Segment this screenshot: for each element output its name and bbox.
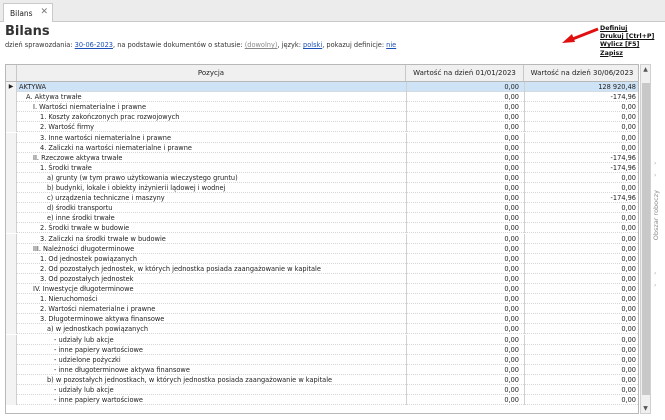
row-value-start: 0,00 — [406, 385, 523, 395]
row-value-start: 0,00 — [406, 223, 523, 233]
row-name: 2. Środki trwałe w budowie — [40, 224, 130, 233]
row-value-end: 0,00 — [524, 203, 639, 213]
row-indicator — [6, 173, 17, 183]
row-name: - udziały lub akcje — [54, 335, 114, 344]
table-row[interactable] — [6, 193, 639, 203]
row-value-start: 0,00 — [406, 314, 523, 324]
row-indicator — [6, 284, 17, 294]
table-row[interactable] — [6, 223, 639, 233]
row-value-end: 0,00 — [524, 385, 639, 395]
vertical-scrollbar[interactable] — [640, 64, 651, 414]
row-name: 1. Nieruchomości — [40, 295, 98, 304]
row-value-end: 0,00 — [524, 355, 639, 365]
row-value-end: 0,00 — [524, 335, 639, 345]
row-value-end: -174,96 — [524, 153, 639, 163]
row-value-end: 0,00 — [524, 365, 639, 375]
table-row[interactable] — [6, 82, 639, 92]
show-definitions-link[interactable]: nie — [386, 41, 397, 49]
define-link[interactable]: Definiuj — [600, 25, 628, 32]
row-name: 3. Zaliczki na środki trwałe w budowie — [40, 234, 166, 243]
close-icon[interactable]: ✕ — [40, 7, 48, 17]
row-value-end: 0,00 — [524, 143, 639, 153]
row-value-start: 0,00 — [406, 304, 523, 314]
row-name: - inne długoterminowe aktywa finansowe — [54, 365, 190, 374]
table-row[interactable] — [6, 112, 639, 122]
row-name: e) inne środki trwałe — [47, 214, 115, 223]
row-value-start: 0,00 — [406, 234, 523, 244]
table-row[interactable] — [6, 324, 639, 334]
row-value-start: 0,00 — [406, 163, 523, 173]
row-value-start: 0,00 — [406, 324, 523, 334]
row-name: b) budynki, lokale i obiekty inżynierii lądowej i wodnej — [47, 184, 226, 192]
row-name: IV. Inwestycje długoterminowe — [33, 285, 134, 293]
row-value-end: -174,96 — [524, 92, 639, 102]
row-value-start: 0,00 — [406, 264, 523, 274]
table-row[interactable] — [6, 102, 639, 112]
row-value-start: 0,00 — [406, 143, 523, 153]
table-row[interactable] — [6, 213, 639, 223]
row-value-start: 0,00 — [406, 153, 523, 163]
row-indicator — [6, 395, 17, 405]
row-name: 3. Inne wartości niematerialne i prawne — [40, 133, 172, 142]
row-name: 2. Wartość firmy — [40, 123, 95, 132]
table-header — [6, 65, 639, 82]
row-value-end: 0,00 — [524, 122, 639, 132]
row-name: A. Aktywa trwałe — [26, 93, 82, 102]
row-indicator — [6, 234, 17, 244]
row-indicator — [6, 102, 17, 112]
row-indicator — [6, 153, 17, 163]
status-link[interactable]: (dowolny) — [244, 41, 278, 49]
row-indicator — [6, 314, 17, 324]
chevron-icon: › — [654, 172, 657, 179]
row-indicator — [6, 264, 17, 274]
table-row[interactable] — [6, 143, 639, 153]
table-row[interactable] — [6, 254, 639, 264]
table-row[interactable] — [6, 284, 639, 294]
row-value-end: 0,00 — [524, 213, 639, 223]
row-value-end: 0,00 — [524, 102, 639, 112]
row-value-end: 0,00 — [524, 264, 639, 274]
workspace-side-panel[interactable] — [652, 160, 664, 300]
row-value-start: 0,00 — [406, 395, 523, 405]
table-row[interactable] — [6, 203, 639, 213]
table-row[interactable] — [6, 92, 639, 102]
red-arrow-icon — [560, 26, 600, 46]
row-name: III. Należności długoterminowe — [33, 244, 135, 253]
row-indicator — [6, 163, 17, 173]
row-indicator — [6, 304, 17, 314]
row-indicator — [6, 133, 17, 143]
row-value-start: 0,00 — [406, 294, 523, 304]
row-value-end: 0,00 — [524, 234, 639, 244]
row-name: I. Wartości niematerialne i prawne — [33, 103, 147, 112]
row-indicator — [6, 254, 17, 264]
table-row[interactable] — [6, 163, 639, 173]
row-value-end: 0,00 — [524, 304, 639, 314]
row-name: - udzielone pożyczki — [54, 355, 121, 364]
table-row[interactable] — [6, 234, 639, 244]
table-row[interactable] — [6, 345, 639, 355]
action-links — [600, 25, 654, 58]
row-indicator — [6, 294, 17, 304]
chevron-icon: › — [654, 282, 657, 289]
row-value-end: 128 920,48 — [524, 82, 639, 92]
row-value-start: 0,00 — [406, 365, 523, 375]
row-indicator — [6, 143, 17, 153]
table-row[interactable] — [6, 335, 639, 345]
chevron-icon: › — [654, 270, 657, 277]
tab-bilans[interactable] — [3, 3, 53, 22]
row-value-end: 0,00 — [524, 112, 639, 122]
table-row[interactable] — [6, 122, 639, 132]
table-row[interactable] — [6, 183, 639, 193]
print-link[interactable]: Drukuj [Ctrl+P] — [600, 33, 655, 41]
tab-strip — [0, 0, 665, 22]
row-name: d) środki transportu — [47, 204, 113, 213]
chevron-icon: › — [654, 160, 657, 167]
row-indicator — [6, 92, 17, 102]
row-value-end: 0,00 — [524, 223, 639, 233]
table-row[interactable] — [6, 274, 639, 284]
row-indicator — [6, 335, 17, 345]
row-name: a) w jednostkach powiązanych — [47, 325, 149, 334]
table-row[interactable] — [6, 365, 639, 375]
row-indicator — [6, 324, 17, 334]
row-value-end: 0,00 — [524, 314, 639, 324]
table-row[interactable] — [6, 395, 639, 405]
table-row[interactable] — [6, 355, 639, 365]
param-text: , język: — [277, 41, 304, 49]
report-parameters — [5, 41, 396, 49]
row-value-start: 0,00 — [406, 203, 523, 213]
row-name: 1. Od jednostek powiązanych — [40, 254, 138, 263]
row-value-start: 0,00 — [406, 102, 523, 112]
param-text: , na podstawie dokumentów o statusie: — [113, 41, 245, 49]
row-name: 3. Od pozostałych jednostek — [40, 274, 134, 283]
report-date-link[interactable]: 30-06-2023 — [74, 41, 113, 49]
row-value-end: 0,00 — [524, 345, 639, 355]
row-indicator — [6, 365, 17, 375]
row-indicator — [6, 223, 17, 233]
workspace-label: Obszar roboczy — [652, 190, 660, 241]
row-value-end: 0,00 — [524, 244, 639, 254]
table-row[interactable] — [6, 294, 639, 304]
scroll-down-icon[interactable]: ▼ — [643, 405, 648, 412]
row-value-start: 0,00 — [406, 92, 523, 102]
row-value-start: 0,00 — [406, 193, 523, 203]
row-value-start: 0,00 — [406, 112, 523, 122]
row-indicator — [6, 244, 17, 254]
header-name[interactable]: Pozycja — [17, 65, 406, 81]
row-value-end: -174,96 — [524, 163, 639, 173]
row-value-start: 0,00 — [406, 173, 523, 183]
row-value-end: 0,00 — [524, 375, 639, 385]
row-value-end: 0,00 — [524, 133, 639, 143]
save-link[interactable]: Zapisz — [600, 49, 623, 57]
param-text: , pokazuj definicje: — [322, 41, 387, 49]
row-name: - inne papiery wartościowe — [54, 396, 143, 405]
language-link[interactable]: polski — [303, 41, 323, 49]
table-row[interactable] — [6, 153, 639, 163]
row-name: AKTYWA — [19, 83, 47, 91]
row-indicator — [6, 122, 17, 132]
row-value-end: 0,00 — [524, 254, 639, 264]
row-indicator — [6, 355, 17, 365]
calculate-link[interactable]: Wylicz [F5] — [600, 41, 640, 49]
row-value-start: 0,00 — [406, 244, 523, 254]
row-indicator — [6, 213, 17, 223]
table-row[interactable] — [6, 314, 639, 324]
row-name: 2. Wartości niematerialne i prawne — [40, 305, 156, 314]
row-pointer-icon: ▶ — [6, 82, 17, 92]
row-value-end: 0,00 — [524, 284, 639, 294]
table-row[interactable] — [6, 264, 639, 274]
row-indicator — [6, 345, 17, 355]
table-row[interactable] — [6, 133, 639, 143]
row-value-end: 0,00 — [524, 173, 639, 183]
row-value-start: 0,00 — [406, 355, 523, 365]
scroll-up-icon[interactable]: ▲ — [643, 66, 648, 73]
page-title: Bilans — [5, 24, 50, 39]
row-value-start: 0,00 — [406, 183, 523, 193]
header-value-start[interactable]: Wartość na dzień 01/01/2023 — [406, 65, 524, 81]
row-indicator — [6, 274, 17, 284]
tab-label: Bilans — [10, 9, 33, 18]
row-value-start: 0,00 — [406, 375, 523, 385]
row-name: 2. Od pozostałych jednostek, w których jednostka posiada zaangażowanie w kapitale — [40, 264, 321, 273]
row-name: - udziały lub akcje — [54, 386, 114, 394]
row-value-start: 0,00 — [406, 335, 523, 345]
row-value-start: 0,00 — [406, 82, 523, 92]
row-name: c) urządzenia techniczne i maszyny — [47, 194, 165, 203]
table-row[interactable] — [6, 385, 639, 395]
row-value-start: 0,00 — [406, 284, 523, 294]
row-value-start: 0,00 — [406, 133, 523, 143]
row-indicator — [6, 203, 17, 213]
header-indicator — [6, 65, 17, 81]
row-value-end: 0,00 — [524, 274, 639, 284]
row-indicator — [6, 183, 17, 193]
row-value-end: 0,00 — [524, 324, 639, 334]
table-row[interactable] — [6, 244, 639, 254]
row-value-start: 0,00 — [406, 254, 523, 264]
row-value-start: 0,00 — [406, 213, 523, 223]
row-value-end: 0,00 — [524, 294, 639, 304]
row-name: 3. Długoterminowe aktywa finansowe — [40, 315, 165, 324]
row-value-start: 0,00 — [406, 274, 523, 284]
table-row[interactable] — [6, 173, 639, 183]
param-text: dzień sprawozdania: — [5, 41, 75, 49]
scrollbar-thumb[interactable] — [642, 83, 650, 395]
row-value-end: 0,00 — [524, 183, 639, 193]
row-name: - inne papiery wartościowe — [54, 345, 143, 354]
row-value-start: 0,00 — [406, 122, 523, 132]
row-indicator — [6, 385, 17, 395]
row-indicator — [6, 112, 17, 122]
row-value-end: -174,96 — [524, 193, 639, 203]
row-name: b) w pozostałych jednostkach, w których jednostka posiada zaangażowanie w kapitale — [47, 375, 333, 384]
row-name: 1. Koszty zakończonych prac rozwojowych — [40, 113, 180, 122]
table-row[interactable] — [6, 304, 639, 314]
row-name: 1. Środki trwałe — [40, 163, 92, 172]
row-name: a) grunty (w tym prawo użytkowania wieczystego gruntu) — [47, 173, 238, 182]
row-indicator — [6, 375, 17, 385]
row-name: II. Rzeczowe aktywa trwałe — [33, 153, 123, 162]
row-value-end: 0,00 — [524, 395, 639, 405]
row-name: 4. Zaliczki na wartości niematerialne i prawne — [40, 143, 192, 152]
row-value-start: 0,00 — [406, 345, 523, 355]
balance-table — [5, 64, 639, 414]
row-indicator — [6, 193, 17, 203]
table-row[interactable] — [6, 375, 639, 385]
header-value-end[interactable]: Wartość na dzień 30/06/2023 — [530, 69, 634, 77]
